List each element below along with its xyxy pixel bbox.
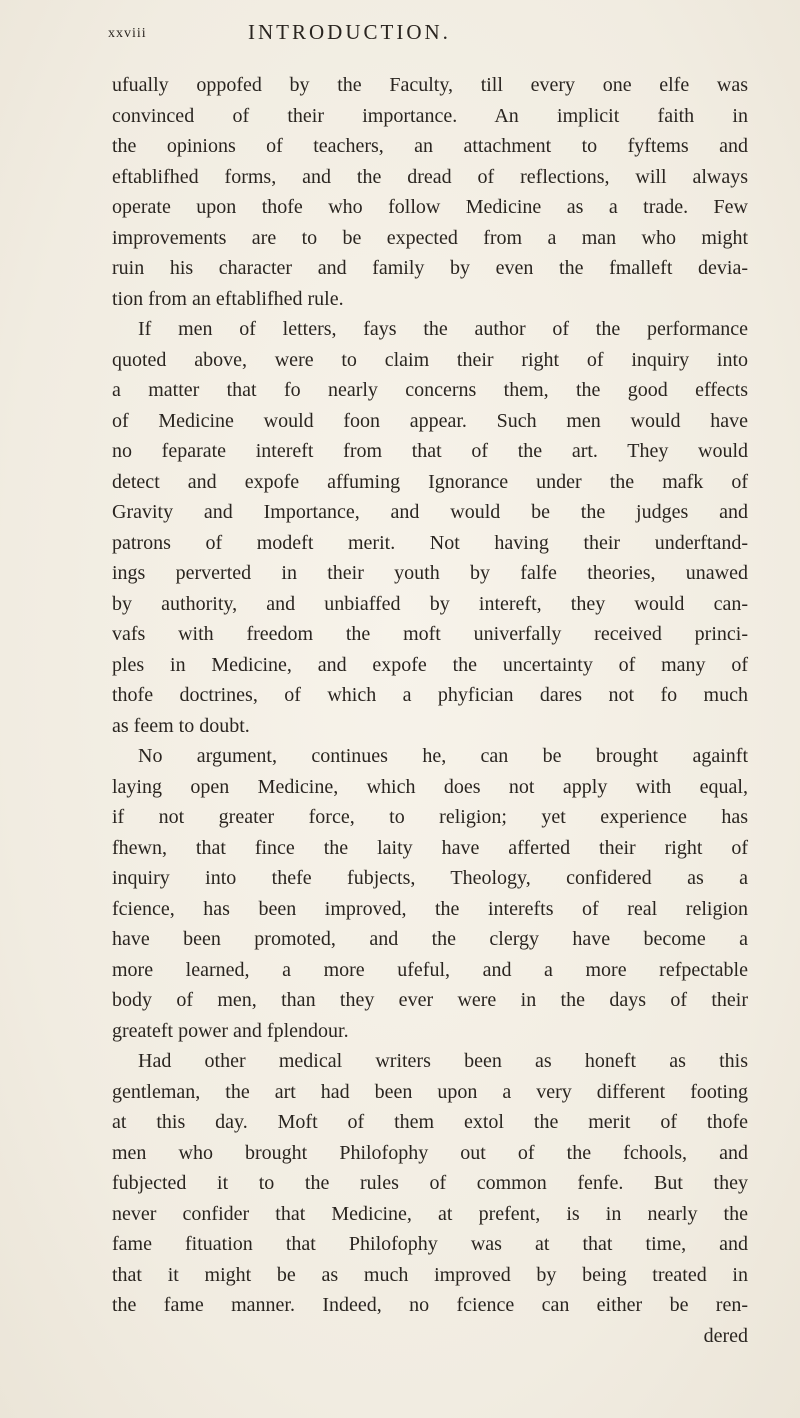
text-line: quoted above, were to claim their right of inquiry into (112, 348, 748, 371)
page-number: xxviii (108, 26, 147, 41)
text-line: thofe doctrines, of which a phyfician dares not fo much (112, 684, 748, 706)
text-line: vafs with freedom the moft univerfally received princi- (112, 623, 748, 645)
text-line: if not greater force, to religion; yet experience has (112, 806, 748, 828)
text-line: fubjected it to the rules of common fenfe. But they (112, 1172, 748, 1194)
text-line: No argument, continues he, can be brought againft (138, 745, 748, 767)
text-line: laying open Medicine, which does not apply with equal, (112, 775, 748, 798)
text-line: never confider that Medicine, at prefent, is in nearly the (112, 1202, 748, 1225)
text-line: ples in Medicine, and expofe the uncertainty of many of (112, 653, 748, 676)
text-line: ufually oppofed by the Faculty, till every one elfe was (112, 74, 748, 96)
body-text (112, 70, 748, 1351)
text-line: fhewn, that fince the laity have afferted their right of (112, 836, 748, 859)
text-line: If men of letters, fays the author of the performance (138, 318, 748, 340)
text-line: ings perverted in their youth by falfe theories, unawed (112, 562, 748, 584)
text-line: inquiry into thefe fubjects, Theology, confidered as a (112, 867, 748, 889)
text-line: tion from an eftablifhed rule. (112, 287, 344, 310)
text-line: fcience, has been improved, the interefts of real religion (112, 897, 748, 920)
text-line: operate upon thofe who follow Medicine as a trade. Few (112, 196, 748, 218)
text-line: the fame manner. Indeed, no fcience can either be ren- (112, 1294, 748, 1316)
text-line: more learned, a more ufeful, and a more refpectable (112, 958, 748, 981)
text-line: as feem to doubt. (112, 714, 250, 737)
text-line: no feparate intereft from that of the art. They would (112, 440, 748, 462)
text-line: detect and expofe affuming Ignorance under the mafk of (112, 470, 748, 493)
catchword: dered (703, 1324, 748, 1347)
text-line: a matter that fo nearly concerns them, the good effects (112, 379, 748, 401)
text-line: that it might be as much improved by being treated in (112, 1263, 748, 1286)
text-line: improvements are to be expected from a man who might (112, 226, 748, 249)
text-line: Gravity and Importance, and would be the judges and (112, 501, 748, 523)
running-title: INTRODUCTION. (248, 20, 451, 44)
text-line: gentleman, the art had been upon a very different footing (112, 1080, 748, 1103)
text-line: fame fituation that Philofophy was at that time, and (112, 1233, 748, 1255)
page-header (108, 18, 728, 58)
text-line: body of men, than they ever were in the days of their (112, 989, 748, 1011)
text-line: men who brought Philofophy out of the fchools, and (112, 1141, 748, 1164)
text-line: patrons of modeft merit. Not having their underftand- (112, 531, 748, 554)
text-line: greateft power and fplendour. (112, 1019, 349, 1042)
text-line: eftablifhed forms, and the dread of reflections, will always (112, 165, 748, 188)
text-line: Had other medical writers been as honeft as this (138, 1050, 748, 1072)
text-line: have been promoted, and the clergy have become a (112, 928, 748, 950)
text-line: ruin his character and family by even the fmalleft devia- (112, 257, 748, 279)
text-line: at this day. Moft of them extol the merit of thofe (112, 1111, 748, 1133)
text-line: of Medicine would foon appear. Such men would have (112, 409, 748, 432)
text-line: the opinions of teachers, an attachment to fyftems and (112, 135, 748, 157)
text-line: convinced of their importance. An implicit faith in (112, 104, 748, 127)
text-line: by authority, and unbiaffed by intereft, they would can- (112, 592, 748, 615)
